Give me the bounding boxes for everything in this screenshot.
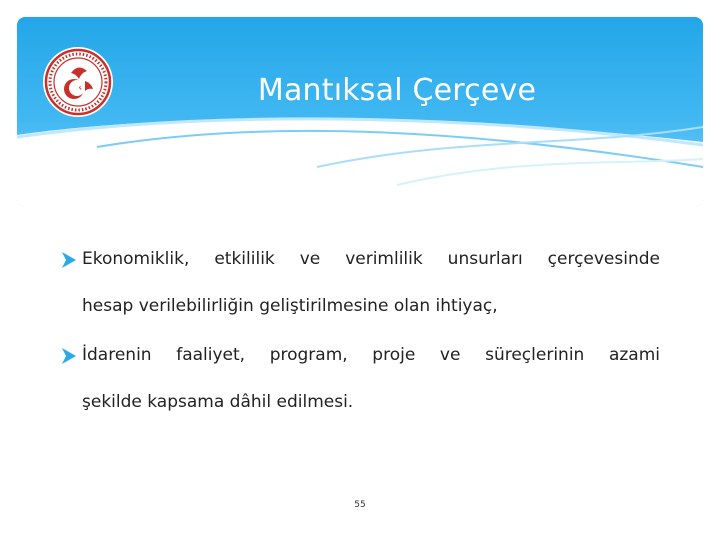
bullet-line: Ekonomiklik, etkililik ve verimlilik unsurları çerçevesinde: [82, 249, 660, 269]
title-banner: [17, 17, 703, 207]
bullet-item: [60, 246, 660, 320]
ministry-seal-logo: [41, 45, 115, 119]
bullet-line: hesap verilebilirliğin geliştirilmesine olan ihtiyaç,: [82, 296, 498, 316]
arrow-bullet-icon: [60, 251, 78, 269]
bullet-line: şekilde kapsama dâhil edilmesi.: [82, 392, 354, 412]
bullet-item: [60, 342, 660, 416]
slide-title: Mantıksal Çerçeve: [257, 73, 537, 108]
bullet-line: İdarenin faaliyet, program, proje ve süreçlerinin azami: [82, 345, 660, 365]
bullet-list: [60, 246, 660, 416]
banner-wave-decoration: [17, 17, 703, 207]
page-number: 55: [354, 500, 366, 510]
arrow-bullet-icon: [60, 347, 78, 365]
